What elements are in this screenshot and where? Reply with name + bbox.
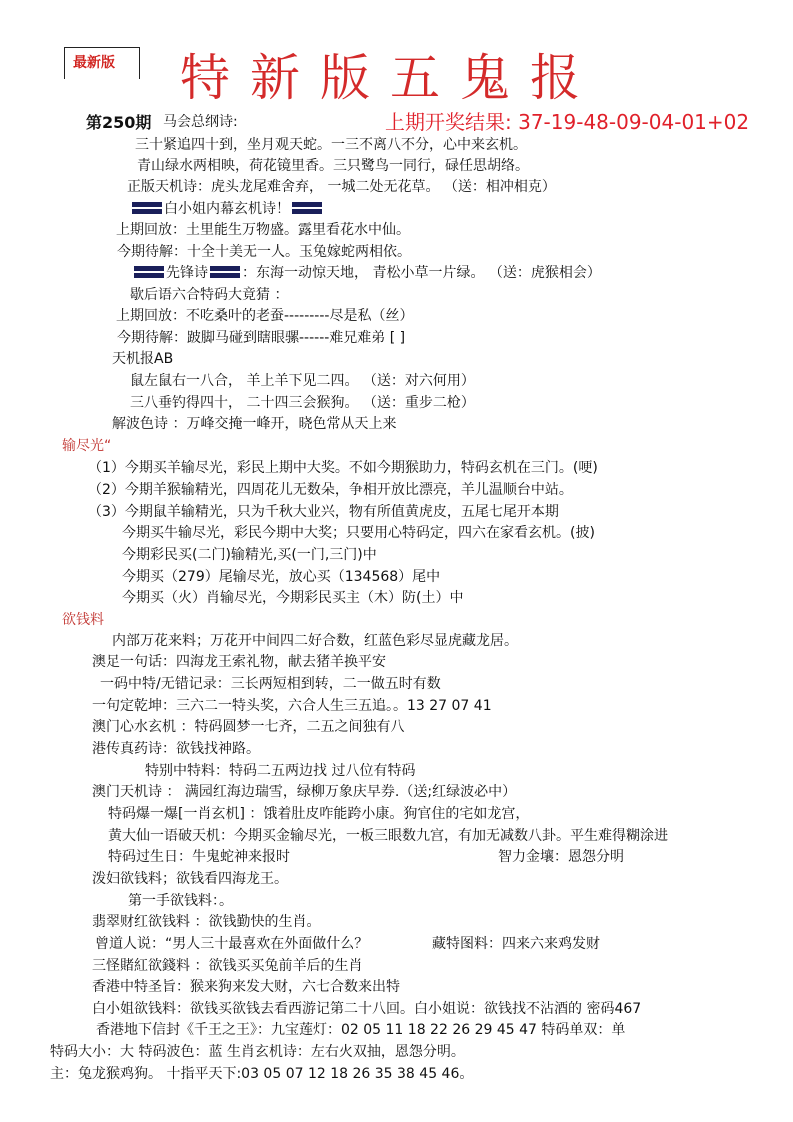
text-line bbox=[108, 848, 290, 866]
line-text: 先锋诗 bbox=[166, 265, 208, 281]
line-text: 香港中特圣旨：猴来狗来发大财，六七合数来出特 bbox=[92, 979, 400, 995]
line-text: 正版天机诗：虎头龙尾难舍弃， 一城二处无花草。 （送：相冲相克） bbox=[127, 179, 556, 195]
line-text: 特码过生日：牛鬼蛇神来报时 bbox=[108, 849, 290, 865]
double-bar-icon bbox=[132, 202, 162, 214]
text-line bbox=[92, 870, 288, 888]
text-line bbox=[92, 783, 516, 801]
line-text: 一句定乾坤：三六二一特头奖，六合人生三五追。。13 27 07 41 bbox=[92, 698, 492, 714]
text-line bbox=[112, 415, 396, 433]
issue-subtitle: 马会总纲诗: bbox=[163, 114, 238, 130]
text-line bbox=[88, 503, 559, 521]
text-line bbox=[130, 372, 475, 390]
line-text: 解波色诗 ：万峰交掩一峰开，晓色常从天上来 bbox=[112, 416, 397, 432]
double-bar-icon bbox=[292, 202, 322, 214]
text-line bbox=[96, 1021, 625, 1039]
text-line bbox=[112, 350, 173, 368]
line-text: 主：兔龙猴鸡狗。 十指平天下:03 05 07 12 18 26 35 38 45 46。 bbox=[50, 1066, 474, 1082]
line-text: 曾道人说：“男人三十最喜欢在外面做什么？ bbox=[95, 936, 369, 952]
text-line bbox=[498, 848, 624, 866]
text-line bbox=[122, 524, 595, 542]
edition-badge bbox=[64, 47, 140, 79]
text-line bbox=[92, 740, 260, 758]
text-line bbox=[130, 200, 324, 218]
text-line bbox=[116, 221, 410, 239]
text-line bbox=[432, 935, 600, 953]
text-line bbox=[130, 394, 475, 412]
text-line bbox=[130, 286, 288, 304]
text-line bbox=[108, 805, 529, 823]
line-text: 智力金壤：恩怨分明 bbox=[498, 849, 624, 865]
last-draw-result bbox=[385, 106, 749, 135]
line-text: 三十紧追四十到，坐月观天蛇。一三不离八不分，心中来玄机。 bbox=[135, 137, 527, 153]
line-text: 三怪賭紅欲錢料 ：欲钱买买兔前羊后的生肖 bbox=[92, 958, 363, 974]
line-text: 上期回放：土里能生万物盛。露里看花水中仙。 bbox=[116, 222, 410, 238]
line-text: 黄大仙一语破天机：今期买金输尽光，一板三眼数九宫，有加无减数八卦。平生难得糊涂进 bbox=[108, 828, 668, 844]
page-title: 特新版五鬼报 bbox=[180, 49, 600, 107]
line-text: 澳足一句话：四海龙王索礼物，献去猪羊换平安 bbox=[92, 654, 386, 670]
text-line bbox=[92, 913, 320, 931]
text-line bbox=[122, 589, 463, 607]
line-text: 天机报AB bbox=[112, 351, 174, 367]
line-text: 澳门天机诗 ： 满园红海边瑞雪，绿柳万象庆早券.（送;红绿波必中） bbox=[92, 784, 517, 800]
line-text: 特码大小：大 特码波色：蓝 生肖玄机诗：左右火双抽，恩怨分明。 bbox=[50, 1044, 465, 1060]
line-text: 藏特图料：四来六来鸡发财 bbox=[432, 936, 600, 952]
line-text: 香港地下信封《千王之王》：九宝莲灯：02 05 11 18 22 26 29 45 47 特码单双：单 bbox=[96, 1022, 626, 1038]
line-text: 一码中特/无错记录：三长两短相到转，二一做五时有数 bbox=[100, 676, 441, 692]
line-text: ：东海一动惊天地， 青松小草一片绿。 （送：虎猴相会） bbox=[242, 265, 601, 281]
line-text: 三八垂钓得四十， 二十四三会猴狗。 （送：重步二枪） bbox=[130, 395, 475, 411]
text-line bbox=[117, 243, 411, 261]
line-text: 澳门心水玄机 ：特码圆梦一七齐，二五之间独有八 bbox=[92, 719, 405, 735]
line-text: 今期彩民买(二门)输精光,买(一门,三门)中 bbox=[122, 547, 377, 563]
text-line bbox=[50, 1065, 473, 1083]
line-text: 今期买（279）尾输尽光，放心买（134568）尾中 bbox=[122, 569, 441, 585]
text-line bbox=[137, 157, 529, 175]
line-text: （2）今期羊猴输精光，四周花儿无数朵，争相开放比漂亮，羊儿温顺台中站。 bbox=[88, 482, 573, 498]
text-line bbox=[100, 675, 441, 693]
text-line bbox=[88, 481, 573, 499]
text-line bbox=[108, 827, 668, 845]
text-line bbox=[92, 1000, 641, 1018]
double-bar-icon bbox=[134, 266, 164, 278]
line-text: 白小姐内幕玄机诗！ bbox=[164, 201, 290, 217]
text-line bbox=[88, 459, 598, 477]
line-text: 今期买牛输尽光，彩民今期中大奖；只要用心特码定，四六在家看玄机。(披) bbox=[122, 525, 595, 541]
result-label: 上期开奖结果: bbox=[385, 110, 512, 134]
section-heading bbox=[62, 611, 104, 629]
line-text: 第一手欲钱料：。 bbox=[128, 893, 233, 909]
text-line bbox=[132, 264, 601, 282]
line-text: 歇后语六合特码大竟猜 ： bbox=[130, 287, 289, 303]
text-line bbox=[127, 178, 556, 196]
line-text: 泼妇欲钱料；欲钱看四海龙王。 bbox=[92, 871, 288, 887]
line-text: 今期买（火）肖输尽光，今期彩民买主（木）防(土）中 bbox=[122, 590, 464, 606]
text-line bbox=[112, 632, 518, 650]
line-text: 特码爆一爆[一肖玄机] ：饿着肚皮咋能跨小康。狗官住的宅如龙宫， bbox=[108, 806, 530, 822]
text-line bbox=[95, 935, 368, 953]
text-line bbox=[135, 136, 527, 154]
edition-badge-label: 最新版 bbox=[73, 55, 115, 71]
issue-number: 第250期 bbox=[86, 113, 152, 132]
text-line bbox=[145, 762, 415, 780]
line-text: 港传真药诗：欲钱找神路。 bbox=[92, 741, 260, 757]
text-line bbox=[117, 329, 405, 347]
text-line bbox=[116, 307, 413, 325]
text-line bbox=[92, 718, 404, 736]
line-text: 上期回放：不吃桑叶的老蚕---------尽是私（丝） bbox=[116, 308, 414, 324]
line-text: 今期待解：十全十美无一人。玉兔嫁蛇两相依。 bbox=[117, 244, 411, 260]
text-line bbox=[50, 1043, 465, 1061]
text-line bbox=[122, 568, 440, 586]
text-line bbox=[92, 653, 386, 671]
line-text: 今期待解：跛脚马碰到瞎眼骡------难兄难弟 [ ] bbox=[117, 330, 406, 346]
line-text: 特别中特料：特码二五两边找 过八位有特码 bbox=[145, 763, 416, 779]
text-line bbox=[92, 697, 492, 715]
line-text: 欲钱料 bbox=[62, 612, 104, 628]
line-text: 输尽光“ bbox=[62, 438, 112, 454]
line-text: 内部万花来料；万花开中间四二好合数，红蓝色彩尽显虎藏龙居。 bbox=[112, 633, 518, 649]
line-text: 翡翠财红欲钱料 ：欲钱勤快的生肖。 bbox=[92, 914, 321, 930]
result-numbers: 37-19-48-09-04-01+02 bbox=[518, 110, 750, 134]
double-bar-icon bbox=[210, 266, 240, 278]
text-line bbox=[128, 892, 233, 910]
section-heading bbox=[62, 437, 111, 455]
text-line bbox=[122, 546, 377, 564]
text-line bbox=[92, 957, 362, 975]
line-text: 鼠左鼠右一八合， 羊上羊下见二四。 （送：对六何用） bbox=[130, 373, 475, 389]
line-text: （1）今期买羊输尽光，彩民上期中大奖。不如今期猴助力，特码玄机在三门。(哽) bbox=[88, 460, 598, 476]
line-text: 青山绿水两相映，荷花镜里香。三只鹭鸟一同行，碌任思胡络。 bbox=[137, 158, 529, 174]
text-line bbox=[92, 978, 400, 996]
line-text: （3）今期鼠羊输精光，只为千秋大业兴，物有所值黄虎皮，五尾七尾开本期 bbox=[88, 504, 559, 520]
line-text: 白小姐欲钱料：欲钱买欲钱去看西游记第二十八回。白小姐说：欲钱找不沾酒的 密码467 bbox=[92, 1001, 642, 1017]
